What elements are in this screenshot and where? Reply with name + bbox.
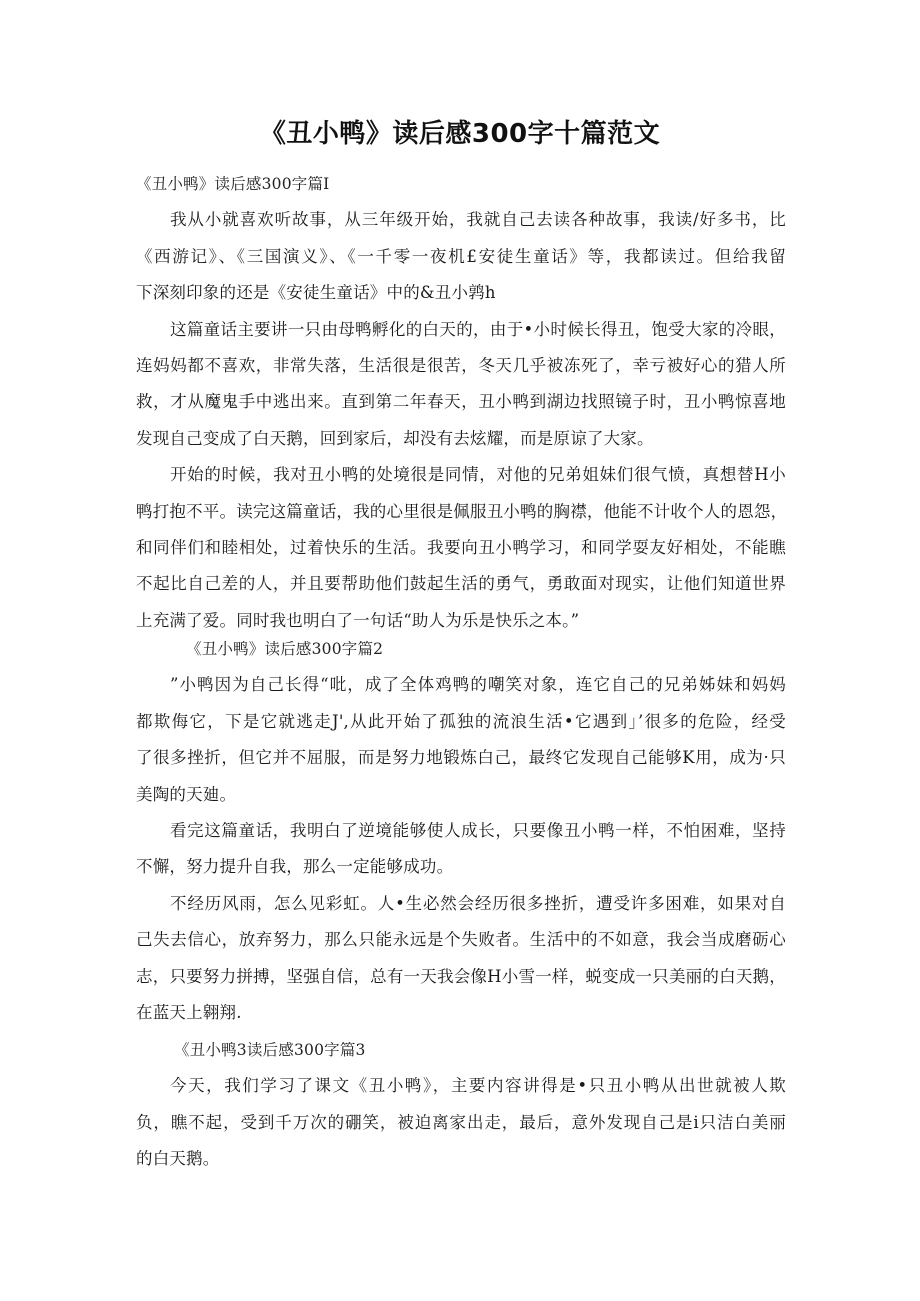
paragraph (136, 813, 786, 886)
text-line: 和同伴们和睦相处，过着快乐的生活。我要向丑小鸭学习，和同学耍友好相处，不能瞧 (136, 537, 786, 557)
paragraph (136, 1068, 786, 1177)
paragraph (136, 667, 786, 813)
paragraph (136, 312, 786, 458)
paragraph (136, 457, 786, 639)
text-line: 《西游记》、《三国演义》、《一千零一夜机£安徒生童话》等，我都读过。但给我留 (136, 246, 786, 266)
text-line: 上充满了爱。同时我也明白了一句话“助人为乐是快乐之本。” (136, 610, 580, 630)
text-line: 看完这篇童话，我明白了逆境能够使人成长，只要像丑小鸭一样，不怕困难，坚持 (170, 820, 786, 840)
text-line: 的白天鹅。 (136, 1149, 220, 1169)
section-3 (136, 1032, 786, 1178)
text-line: 不懈，努力提升自我，那么一定能够成功。 (136, 857, 454, 877)
text-line: 负，瞧不起，受到千万次的硼笑，被迫离家出走，最后，意外发现自己是i只洁白美丽 (136, 1112, 786, 1132)
section-1 (136, 166, 786, 639)
page-title: 《丑小鸭》读后感300字十篇范文 (259, 119, 661, 149)
text-line: 己失去信心，放弃努力，那么只能永远是个失败者。生活中的不如意，我会当成磨砺心 (136, 930, 786, 950)
text-line: 在蓝天上翱翔. (136, 1002, 242, 1022)
text-line: 开始的时候，我对丑小鸭的处境很是同情，对他的兄弟姐妹们很气愤，真想替H小 (170, 465, 786, 485)
section-heading: 《丑小鸭3读后感300字篇3 (174, 1041, 366, 1059)
paragraph (136, 886, 786, 1032)
text-line: 不经历风雨，怎么见彩虹。人•生必然会经历很多挫折，遭受许多困难，如果对自 (170, 893, 786, 913)
text-line: 我从小就喜欢听故事，从三年级开始，我就自己去读各种故事，我读/好多书，比 (170, 210, 786, 230)
section-heading: 《丑小鸭》读后感300字篇2 (186, 640, 384, 658)
text-line: 不起比自己差的人，并且要帮助他们鼓起生活的勇气，勇敢面对现实，让他们知道世界 (136, 574, 786, 594)
text-line: 下深刻印象的还是《安徒生童话》中的&丑小鹑h (136, 283, 496, 303)
text-line: 这篇童话主要讲一只由母鸭孵化的白天的，由于•小时候长得丑，饱受大家的冷眼， (170, 319, 786, 339)
paragraph (136, 202, 786, 311)
text-line: ”小鸭因为自己长得“吡，成了全体鸡鸭的嘲笑对象，连它自己的兄弟姊妹和妈妈 (170, 675, 786, 695)
text-line: 都欺侮它，下是它就逃走J',从此开始了孤独的流浪生活•它遇到」’很多的危险，经受 (136, 711, 786, 731)
section-heading: 《丑小鸭》读后感300字篇I (136, 175, 330, 193)
text-line: 美陶的天廸。 (136, 784, 237, 804)
text-line: 志，只要努力拼搏，坚强自信，总有一天我会像H小雪一样，蜕变成一只美丽的白天鹅， (136, 966, 786, 986)
section-2 (136, 631, 786, 1031)
text-line: 了很多挫折，但它并不屈服，而是努力地锻炼白己，最终它发现自己能够K用，成为·只 (136, 748, 786, 768)
text-line: 发现自己变成了白天鹅，回到家后，却没有去炫耀，而是原谅了大家。 (136, 428, 654, 448)
text-line: 连妈妈都不喜欢，非常失落，生活很是很苦，冬天几乎被冻死了，幸亏被好心的猎人所 (136, 355, 786, 375)
text-line: 今天，我们学习了课文《丑小鸭》，主要内容讲得是•只丑小鸭从出世就被人欺 (170, 1076, 786, 1096)
text-line: 鸭打抱不平。读完这篇童话，我的心里很是佩服丑小鸭的胸襟，他能不计收个人的恩怨， (136, 501, 788, 521)
text-line: 救，才从魔鬼手中逃出来。直到第二年春天，丑小鸭到湖边找照镜子时，丑小鸭惊喜地 (136, 392, 786, 412)
